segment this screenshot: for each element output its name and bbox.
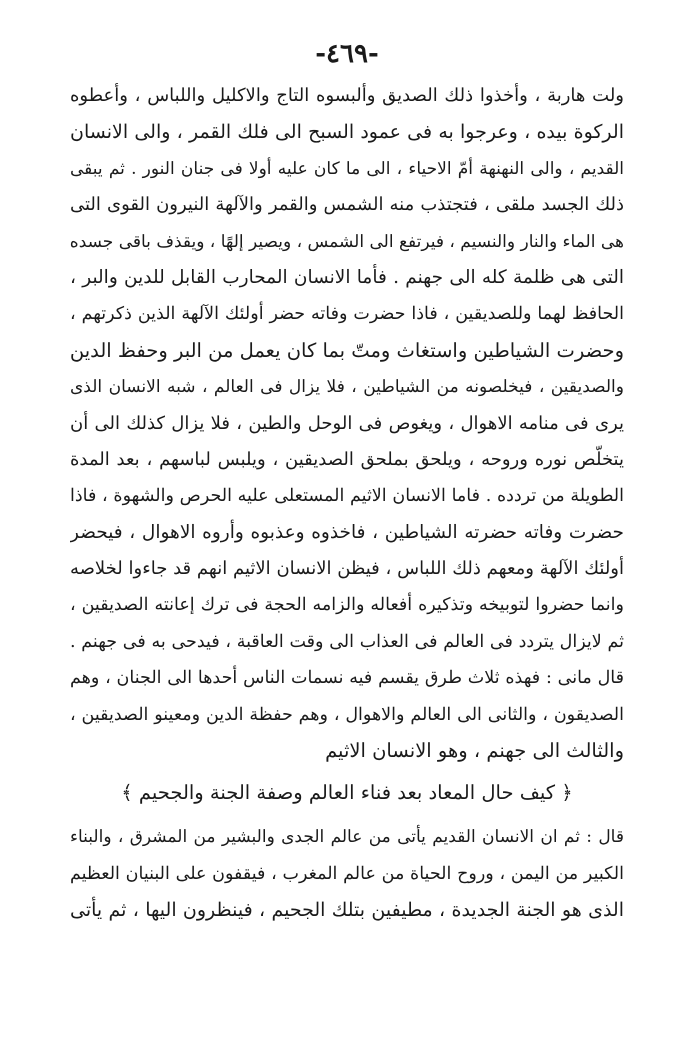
text-line: الحافظ لهما وللصديقين ، فاذا حضرت وفاته حضر أولئك الآلهة الذين ذكرتهم ، bbox=[70, 304, 624, 325]
text-line: ثم لايزال يتردد فى العالم فى العذاب الى وقت العاقبة ، فيدحى به فى جهنم . bbox=[70, 631, 624, 652]
text-line: الذى هو الجنة الجديدة ، مطيفين بتلك الجحيم ، فينظرون اليها ، ثم يأتى bbox=[70, 899, 624, 922]
text-line: هى الماء والنار والنسيم ، فيرتفع الى الشمس ، ويصير إلهًا ، ويقذف باقى جسده bbox=[70, 231, 624, 252]
text-line: يتخلّص نوره وروحه ، ويلحق بملحق الصديقين ، ويلبس لباسهم ، بعد المدة bbox=[70, 448, 624, 470]
text-line: يرى فى منامه الاهوال ، ويغوص فى الوحل والطين ، فلا يزال كذلك الى أن bbox=[70, 412, 624, 434]
page-number: -٤٦٩- bbox=[315, 39, 379, 69]
paragraph-fate-of-souls bbox=[70, 78, 624, 769]
text-line: الركوة بيده ، وعرجوا به فى عمود السبح الى فلك القمر ، والى الانسان bbox=[70, 121, 624, 144]
text-line: والثالث الى جهنم ، وهو الانسان الاثيم bbox=[325, 739, 624, 763]
text-line: ذلك الجسد ملقى ، فتجتذب منه الشمس والقمر والآلهة النيرون القوى التى bbox=[70, 194, 624, 216]
text-line: التى هى ظلمة كله الى جهنم . فأما الانسان المحارب القابل للدين والبر ، bbox=[70, 266, 624, 288]
text-line: وحضرت الشياطين واستغاث ومتّ بما كان يعمل من البر وحفظ الدين bbox=[70, 338, 624, 362]
text-line: قال مانى : فهذه ثلاث طرق يقسم فيه نسمات الناس أحدها الى الجنان ، وهم bbox=[70, 668, 624, 689]
section-heading: ﴿ كيف حال المعاد بعد فناء العالم وصفة الجنة والجحيم ﴾ bbox=[121, 781, 573, 805]
text-line: الكبير من اليمن ، وروح الحياة من عالم المغرب ، فيقفون على البنيان العظيم bbox=[70, 863, 624, 884]
text-line: حضرت وفاته حضرته الشياطين ، فاخذوه وعذبوه وأروه الاهوال ، فيحضر bbox=[70, 521, 624, 543]
text-line: قال : ثم ان الانسان القديم يأتى من عالم الجدى والبشير من المشرق ، والبناء bbox=[70, 827, 624, 848]
text-line: وانما حضروا لتوبيخه وتذكيره أفعاله والزامه الحجة فى ترك إعانته الصديقين ، bbox=[70, 595, 624, 616]
text-line: القديم ، والى النهنهة أمّ الاحياء ، الى ما كان عليه أولا فى جنان النور . ثم يبقى bbox=[70, 158, 624, 179]
text-line: أولئك الآلهة ومعهم ذلك اللباس ، فيظن الانسان الاثيم انهم قد جاءوا لخلاصه bbox=[70, 558, 624, 580]
text-line: الصديقون ، والثانى الى العالم والاهوال ، وهم حفظة الدين ومعينو الصديقين ، bbox=[70, 704, 624, 725]
text-line: ولت هاربة ، وأخذوا ذلك الصديق وألبسوه التاج والاكليل واللباس ، وأعطوه bbox=[70, 85, 624, 106]
text-line: الطويلة من تردده . فاما الانسان الاثيم المستعلى عليه الحرص والشهوة ، فاذا bbox=[70, 486, 624, 507]
text-line: والصديقين ، فيخلصونه من الشياطين ، فلا يزال فى العالم ، شبه الانسان الذى bbox=[70, 377, 624, 398]
paragraph-resurrection bbox=[70, 819, 624, 928]
